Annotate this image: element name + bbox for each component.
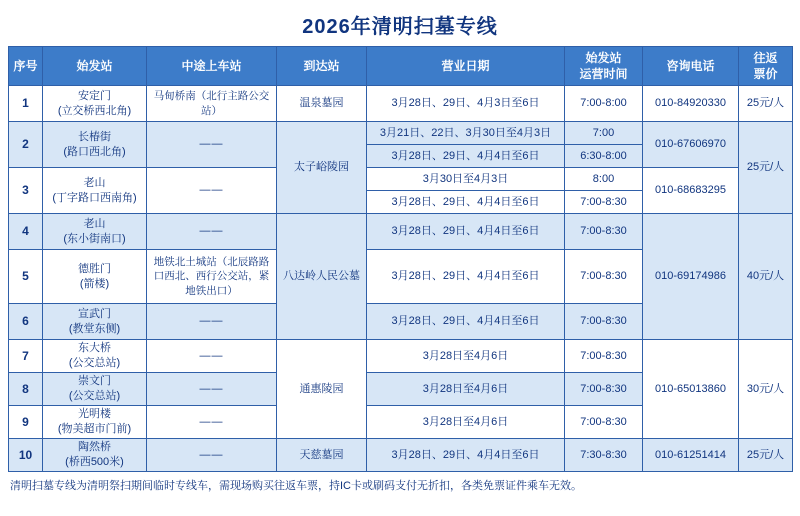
origin-sub: (公交总站) [68,357,121,369]
row-midway: 地铁北土城站（北辰路路口西北、西行公交站，紧地铁出口） [147,250,277,304]
row-seq: 1 [9,86,43,122]
row-dates: 3月28日、29日、4月3日至6日 [367,86,565,122]
row-seq: 2 [9,122,43,168]
row-origin [43,214,147,250]
row-time: 7:00 [565,122,643,145]
row-dates: 3月28日、29日、4月4日至6日 [367,191,565,214]
col-header-time-line1: 始发站 [585,50,622,65]
row-fare: 40元/人 [739,214,793,340]
row-origin [43,373,147,406]
origin-name: 崇文门 [78,375,111,388]
origin-sub: (路口西北角) [63,145,126,158]
origin-name: 陶然桥 [78,441,111,454]
schedule-table [8,46,793,472]
row-dates: 3月28日、29日、4月4日至6日 [367,145,565,168]
row-destination: 通惠陵园 [277,340,367,439]
row-origin [43,304,147,340]
col-header-destination: 到达站 [277,47,367,86]
row-destination: 天慈墓园 [277,439,367,472]
row-dates: 3月28日、29日、4月4日至6日 [367,304,565,340]
col-header-midway: 中途上车站 [147,47,277,86]
row-time: 6:30-8:00 [565,145,643,168]
origin-sub: (东小街南口) [63,232,126,245]
row-midway: —— [147,122,277,168]
row-origin [43,439,147,472]
table-row [9,439,793,472]
row-dates: 3月28日至4月6日 [367,373,565,406]
row-destination: 八达岭人民公墓 [277,214,367,340]
row-midway: 马甸桥南（北行主路公交站） [147,86,277,122]
row-origin [43,122,147,168]
col-header-time [565,47,643,86]
row-fare: 25元/人 [739,122,793,214]
col-header-phone: 咨询电话 [643,47,739,86]
table-row [9,86,793,122]
origin-sub: (桥西500米) [65,456,124,468]
row-midway: —— [147,406,277,439]
origin-sub: (箭楼) [79,277,110,290]
table-row [9,214,793,250]
origin-sub: (立交桥西北角) [57,104,132,117]
row-time: 7:30-8:30 [565,439,643,472]
row-seq: 8 [9,373,43,406]
row-phone: 010-65013860 [643,340,739,439]
row-dates: 3月28日至4月6日 [367,340,565,373]
origin-name: 宣武门 [78,307,111,320]
row-origin [43,86,147,122]
row-destination: 温泉墓园 [277,86,367,122]
page-title: 2026年清明扫墓专线 [302,16,498,38]
col-header-seq: 序号 [9,47,43,86]
row-origin [43,168,147,214]
row-dates: 3月28日至4月6日 [367,406,565,439]
col-header-dates: 营业日期 [367,47,565,86]
row-time: 7:00-8:30 [565,373,643,406]
row-time: 7:00-8:30 [565,304,643,340]
row-time: 7:00-8:30 [565,406,643,439]
row-origin [43,340,147,373]
table-row [9,122,793,145]
row-time: 7:00-8:30 [565,250,643,304]
col-header-origin: 始发站 [43,47,147,86]
row-time: 7:00-8:30 [565,340,643,373]
origin-name: 光明楼 [78,408,111,421]
origin-name: 德胜门 [78,262,111,275]
row-phone: 010-68683295 [643,168,739,214]
table-row [9,340,793,373]
row-phone: 010-61251414 [643,439,739,472]
row-dates: 3月28日、29日、4月4日至6日 [367,250,565,304]
footer-note: 清明扫墓专线为清明祭扫期间临时专线车，需现场购买往返车票，持IC卡或刷码支付无折扣，各类免票证件乘车无效。 [10,480,582,492]
table-row [9,168,793,191]
origin-sub: (教堂东侧) [68,322,121,335]
row-seq: 3 [9,168,43,214]
row-destination: 太子峪陵园 [277,122,367,214]
row-time: 7:00-8:30 [565,191,643,214]
origin-name: 老山 [83,176,106,189]
row-midway: —— [147,168,277,214]
row-time: 8:00 [565,168,643,191]
row-phone: 010-67606970 [643,122,739,168]
row-dates: 3月21日、22日、3月30日至4月3日 [367,122,565,145]
row-dates: 3月28日、29日、4月4日至6日 [367,439,565,472]
row-fare: 25元/人 [739,439,793,472]
row-fare: 25元/人 [739,86,793,122]
row-origin [43,250,147,304]
row-seq: 6 [9,304,43,340]
col-header-fare [739,47,793,86]
row-dates: 3月28日、29日、4月4日至6日 [367,214,565,250]
row-phone: 010-69174986 [643,214,739,340]
row-midway: —— [147,439,277,472]
origin-name: 老山 [83,217,106,230]
row-seq: 4 [9,214,43,250]
origin-sub: (物美超市门前) [57,423,132,435]
col-header-fare-line1: 往返 [753,50,778,65]
origin-name: 长椿街 [78,130,111,143]
row-time: 7:00-8:30 [565,214,643,250]
col-header-time-line2: 运营时间 [579,67,628,81]
row-phone: 010-84920330 [643,86,739,122]
row-dates: 3月30日至4月3日 [367,168,565,191]
row-midway: —— [147,214,277,250]
table-header-row [9,47,793,86]
row-time: 7:00-8:00 [565,86,643,122]
row-fare: 30元/人 [739,340,793,439]
row-seq: 9 [9,406,43,439]
row-origin [43,406,147,439]
origin-name: 安定门 [78,89,111,102]
origin-name: 东大桥 [78,342,111,355]
origin-sub: (丁字路口西南角) [52,191,137,204]
origin-sub: (公交总站) [68,390,121,402]
row-midway: —— [147,340,277,373]
row-seq: 5 [9,250,43,304]
row-seq: 10 [9,439,43,472]
row-midway: —— [147,373,277,406]
row-seq: 7 [9,340,43,373]
row-midway: —— [147,304,277,340]
col-header-fare-line2: 票价 [753,67,778,81]
